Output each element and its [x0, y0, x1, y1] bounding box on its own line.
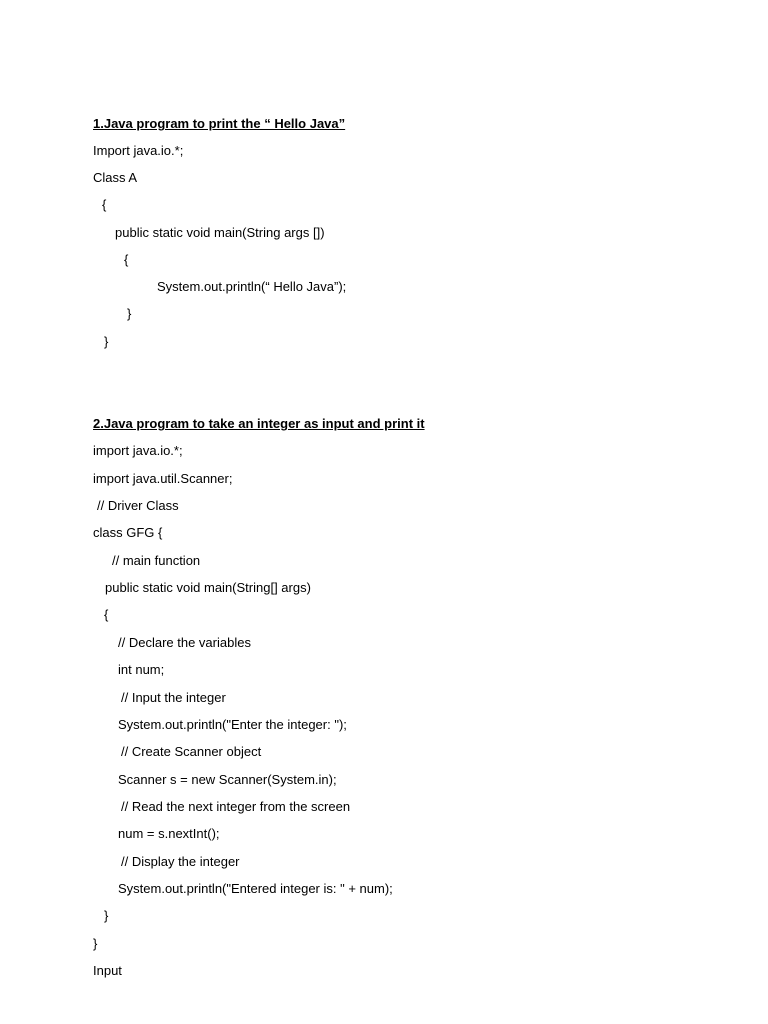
code-line: // Input the integer: [121, 690, 226, 705]
section-2-heading: 2.Java program to take an integer as input and print it: [93, 416, 425, 431]
code-line: Scanner s = new Scanner(System.in);: [118, 772, 337, 787]
code-line: System.out.println("Entered integer is: " + num);: [118, 881, 393, 896]
code-line: Class A: [93, 170, 138, 185]
code-line: }: [104, 908, 109, 923]
code-line: public static void main(String args []): [115, 225, 325, 240]
code-line: Import java.io.*;: [93, 143, 184, 158]
code-line: System.out.println(“ Hello Java”);: [157, 279, 347, 294]
code-line: // Driver Class: [97, 498, 179, 513]
code-line: }: [104, 334, 109, 349]
code-line: // main function: [112, 553, 201, 568]
code-line: {: [104, 607, 109, 622]
code-line: public static void main(String[] args): [105, 580, 311, 595]
code-line: }: [127, 306, 132, 321]
code-line: // Declare the variables: [118, 635, 251, 650]
code-line: num = s.nextInt();: [118, 826, 220, 841]
code-line: int num;: [118, 662, 165, 677]
code-line: import java.util.Scanner;: [93, 471, 233, 486]
code-line: // Display the integer: [121, 854, 240, 869]
code-line: Input: [93, 963, 122, 978]
code-line: {: [102, 197, 107, 212]
code-line: // Read the next integer from the screen: [121, 799, 351, 814]
code-line: {: [124, 252, 129, 267]
code-line: import java.io.*;: [93, 443, 183, 458]
code-line: class GFG {: [93, 525, 163, 540]
code-line: // Create Scanner object: [121, 744, 262, 759]
code-line: System.out.println("Enter the integer: ");: [118, 717, 347, 732]
section-1-heading: 1.Java program to print the “ Hello Java”: [93, 116, 346, 131]
code-line: }: [93, 936, 98, 951]
